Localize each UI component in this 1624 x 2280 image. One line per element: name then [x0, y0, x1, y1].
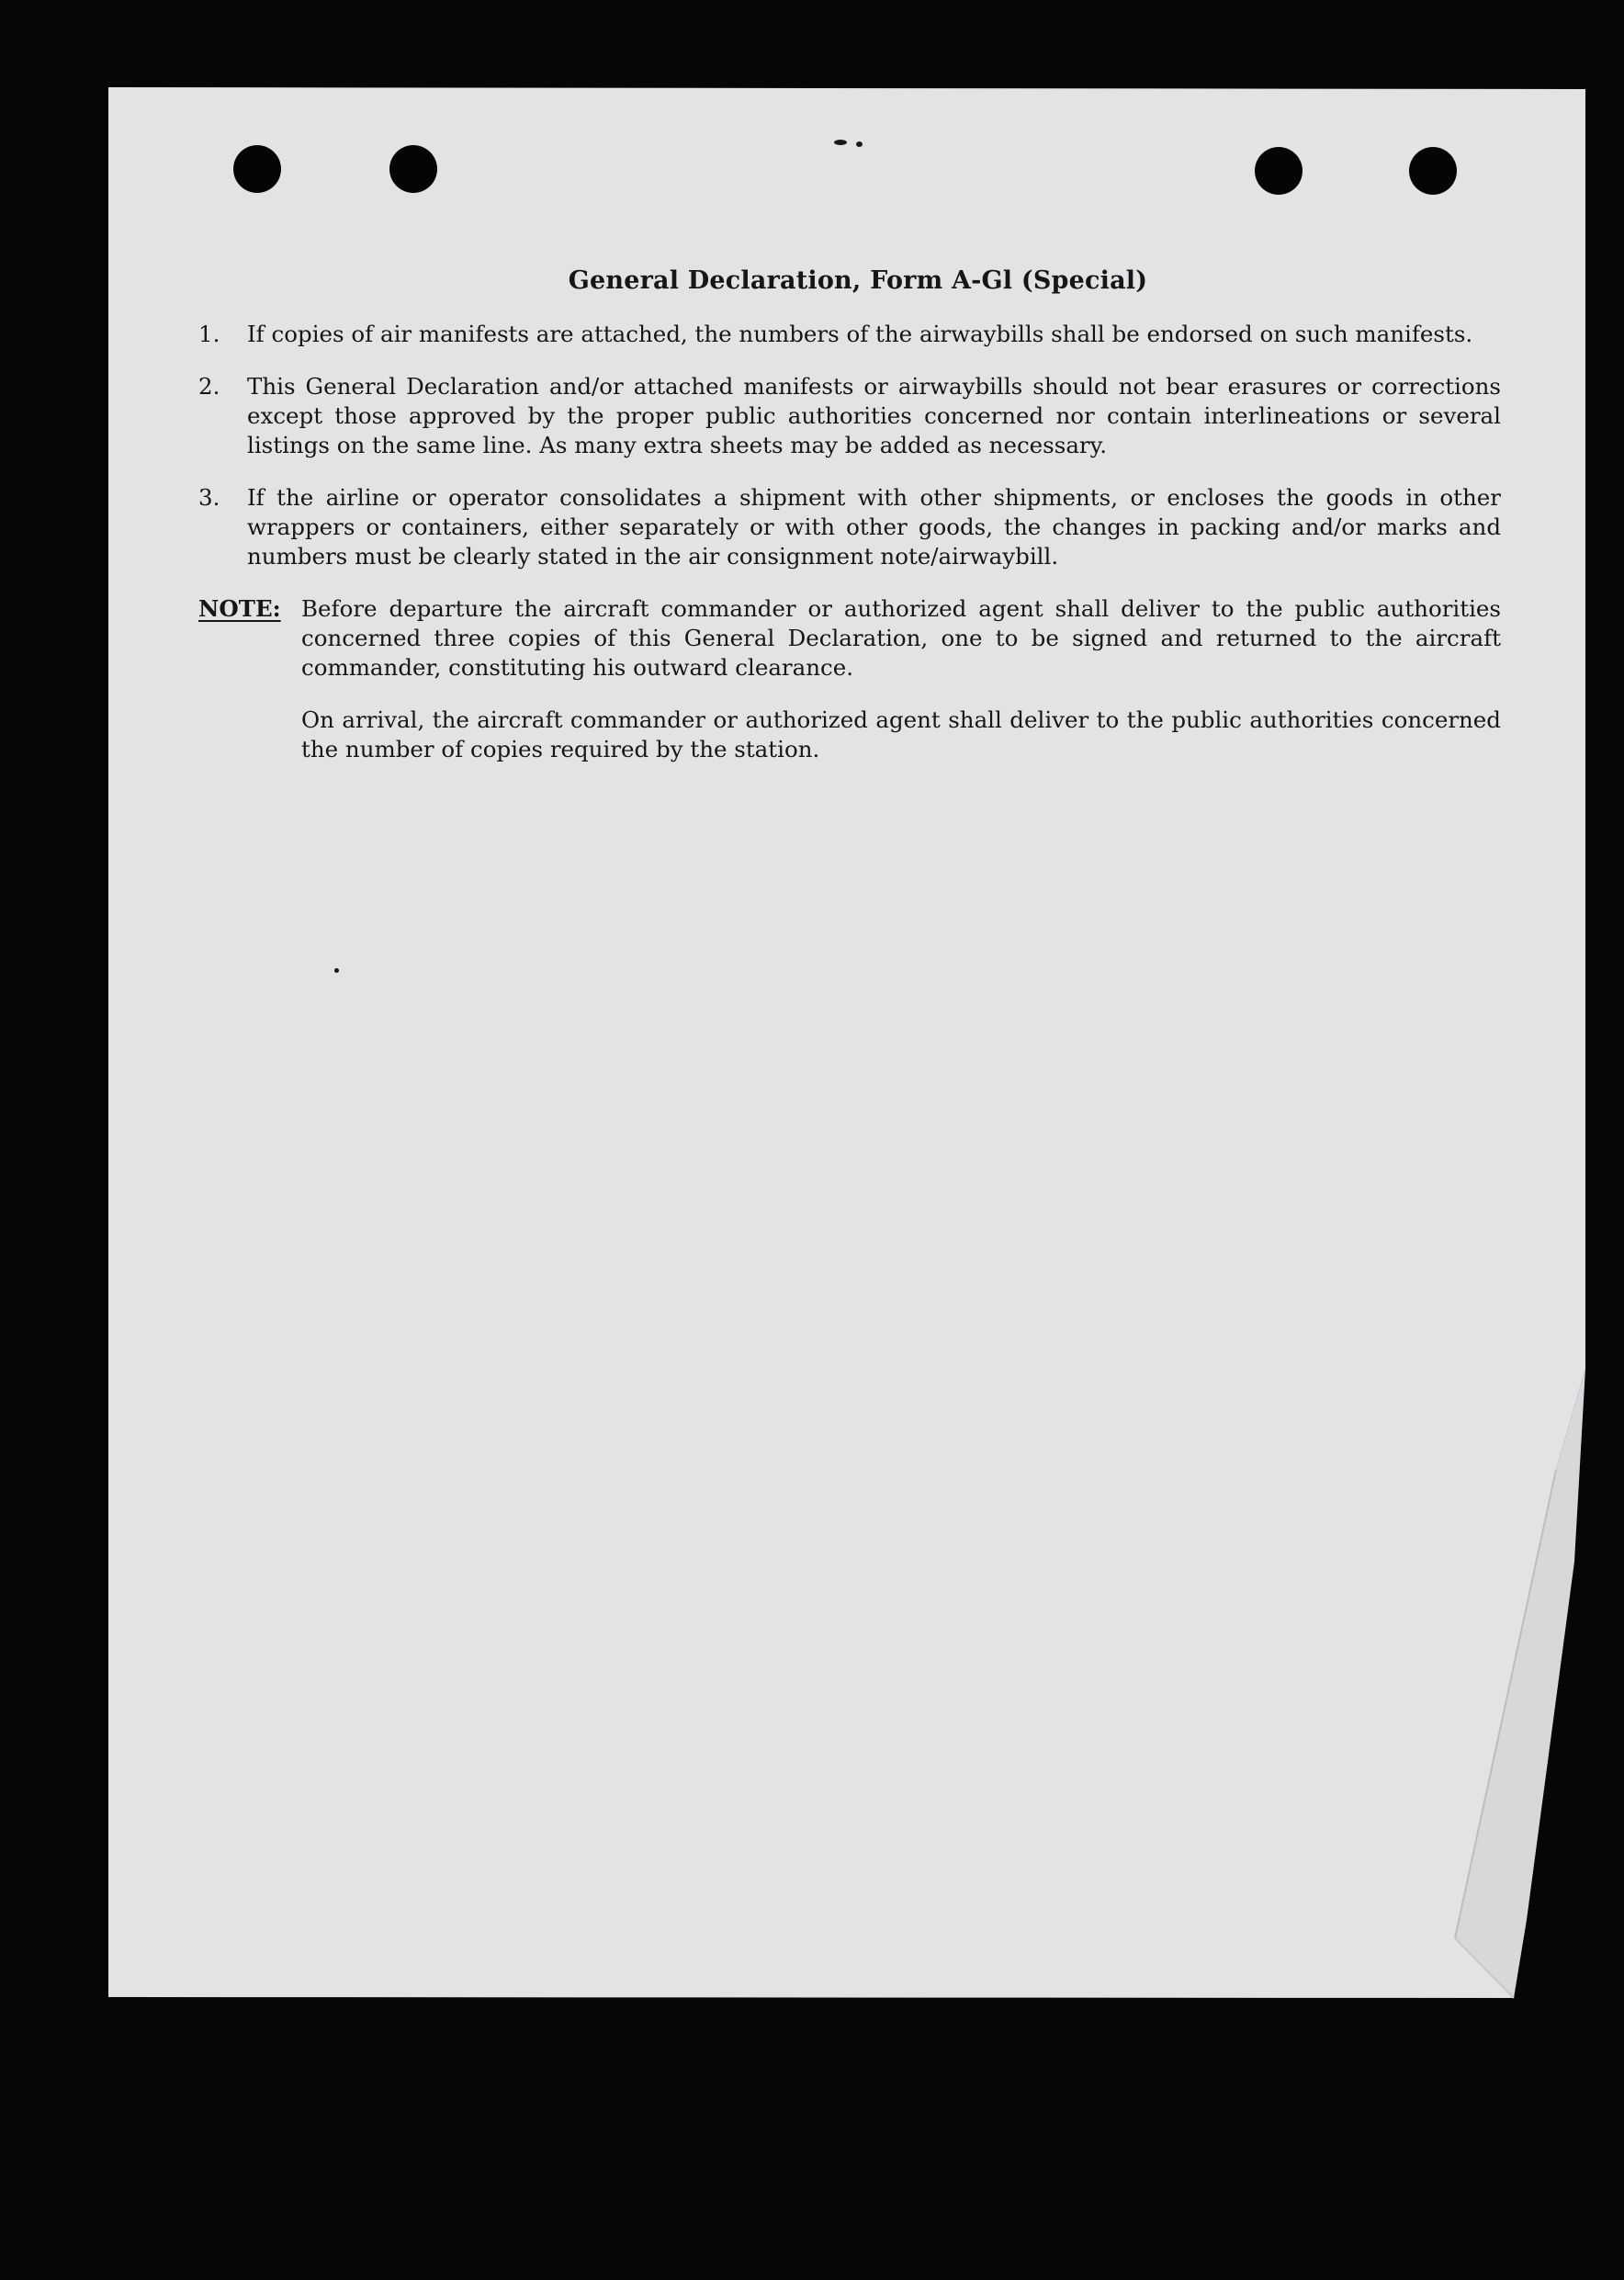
item-number: 3. — [198, 484, 220, 511]
note-label: NOTE: — [198, 595, 281, 622]
instruction-item — [198, 320, 1501, 349]
punch-hole — [233, 145, 281, 193]
note-section — [198, 594, 1501, 787]
instruction-item — [198, 372, 1501, 460]
note-paragraph: On arrival, the aircraft commander or authorized agent shall deliver to the public authorities concerned the number of copies required by the station. — [301, 706, 1501, 762]
declaration-content — [198, 266, 1501, 787]
note-paragraph: Before departure the aircraft commander or authorized agent shall deliver to the public authorities concerned three copies of this General Declaration, one to be signed and returned to the aircraft commander, constituting his outward clearance. — [301, 595, 1501, 681]
ink-speck — [334, 968, 339, 973]
document-title: General Declaration, Form A-Gl (Special) — [568, 266, 1148, 295]
punch-hole — [1255, 147, 1303, 195]
item-text: This General Declaration and/or attached manifests or airwaybills should not bear erasures or corrections except those approved by the proper public authorities concerned nor contain interlineations or several listings on the same line. As many extra sheets may be added as necessary. — [247, 373, 1501, 458]
item-text: If copies of air manifests are attached, the numbers of the airwaybills shall be endorsed on such manifests. — [247, 321, 1473, 347]
item-text: If the airline or operator consolidates a shipment with other shipments, or encloses the goods in other wrappers or containers, either separately or with other goods, the changes in packing and/or marks and numbers must be clearly stated in the air consignment note/airwaybill. — [247, 484, 1501, 570]
item-number: 1. — [198, 321, 220, 347]
punch-hole — [1409, 147, 1457, 195]
instruction-item — [198, 483, 1501, 571]
ink-speck — [856, 141, 863, 147]
note-body — [301, 594, 1501, 787]
ink-speck — [834, 140, 847, 145]
item-number: 2. — [198, 373, 220, 400]
punch-hole — [389, 145, 437, 193]
